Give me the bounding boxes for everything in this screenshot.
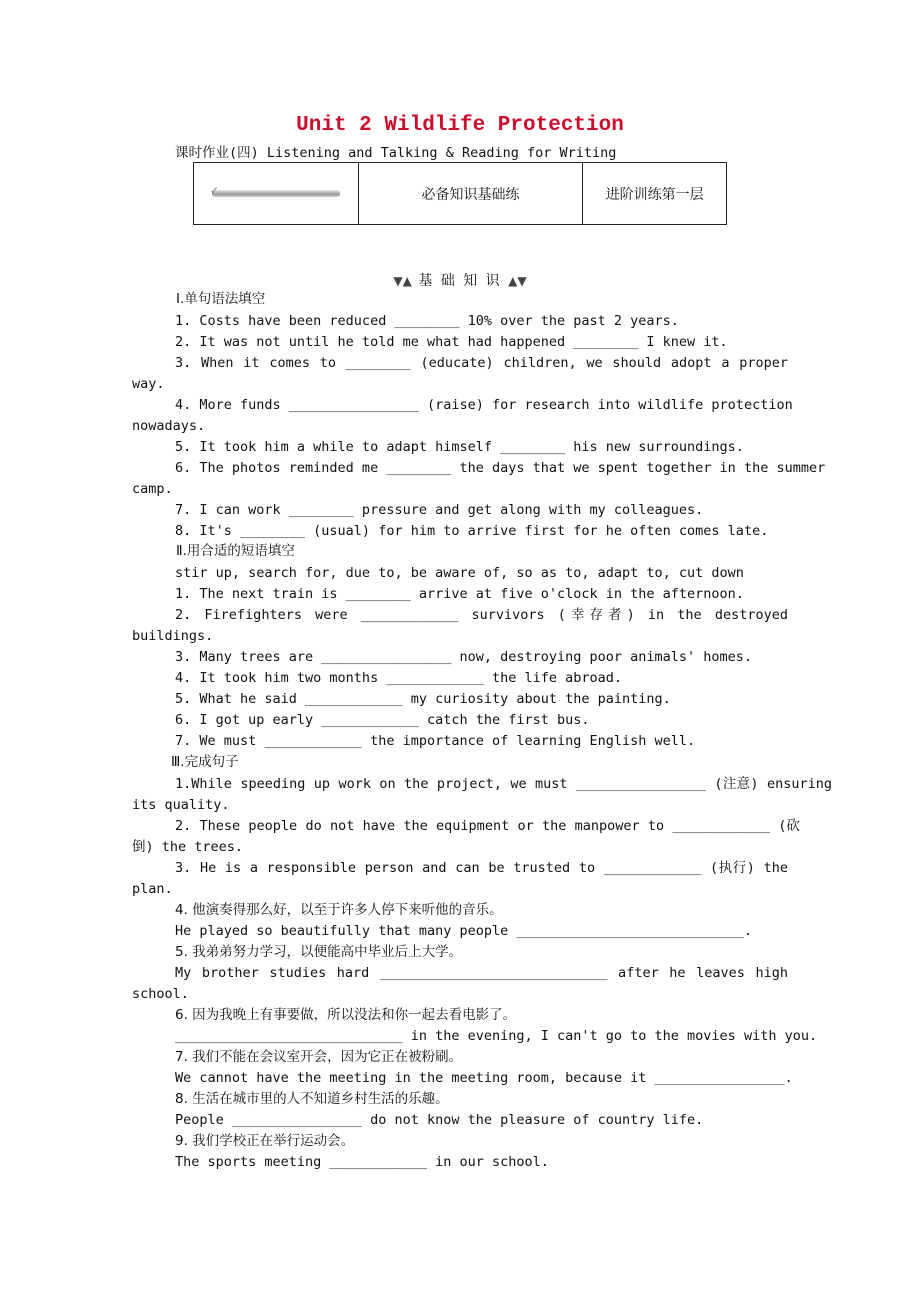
part3-heading: Ⅲ.完成句子: [171, 754, 239, 770]
triangle-right-icon: ▲▼: [508, 274, 527, 288]
list-item: ____________________________ in the evening, I can't go to the movies with you.: [175, 1028, 818, 1044]
list-item: 4. 他演奏得那么好，以至于许多人停下来听他的音乐。: [175, 902, 503, 918]
list-item: 6. The photos reminded me ________ the days that we spent together in the summer: [175, 460, 826, 476]
list-item: 5. It took him a while to adapt himself ________ his new surroundings.: [175, 439, 744, 455]
list-item: My brother studies hard ____________________________ after he leaves high: [175, 965, 788, 981]
list-item: 2. It was not until he told me what had happened ________ I knew it.: [175, 334, 728, 350]
list-item: 9. 我们学校正在举行运动会。: [175, 1133, 355, 1149]
progress-bar-icon: [212, 190, 340, 197]
tab-basic-knowledge[interactable]: 必备知识基础练: [359, 163, 584, 224]
list-item: 6. I got up early ____________ catch the first bus.: [175, 712, 590, 728]
list-item: 4. More funds ________________ (raise) for research into wildlife protection: [175, 397, 793, 413]
list-item: 7. We must ____________ the importance of learning English well.: [175, 733, 696, 749]
list-item: 1. The next train is ________ arrive at five o'clock in the afternoon.: [175, 586, 744, 602]
list-item: school.: [132, 986, 189, 1002]
list-item: 3. When it comes to ________ (educate) children, we should adopt a proper: [175, 355, 788, 371]
list-item: 3. He is a responsible person and can be trusted to ____________ (执行) the: [175, 860, 788, 876]
list-item: The sports meeting ____________ in our school.: [175, 1154, 549, 1170]
list-item: 2. Firefighters were ____________ survivors (幸存者) in the destroyed: [175, 607, 788, 623]
list-item: 8. It's ________ (usual) for him to arrive first for he often comes late.: [175, 523, 769, 539]
progress-cell: [194, 163, 359, 224]
practice-tabs: [193, 162, 727, 225]
list-item: 5. What he said ____________ my curiosity about the painting.: [175, 691, 671, 707]
list-item: 6. 因为我晚上有事要做，所以没法和你一起去看电影了。: [175, 1007, 517, 1023]
list-item: 5. 我弟弟努力学习，以便能高中毕业后上大学。: [175, 944, 463, 960]
list-item: 1. Costs have been reduced ________ 10% over the past 2 years.: [175, 313, 679, 329]
triangle-left-icon: ▼▲: [393, 274, 412, 288]
list-item: 1.While speeding up work on the project, we must ________________ (注意) ensuring: [175, 776, 832, 792]
list-item: People ________________ do not know the pleasure of country life.: [175, 1112, 704, 1128]
list-item: 8. 生活在城市里的人不知道乡村生活的乐趣。: [175, 1091, 449, 1107]
part2-heading: Ⅱ.用合适的短语填空: [176, 543, 295, 559]
list-item: its quality.: [132, 797, 230, 813]
list-item: plan.: [132, 881, 173, 897]
lesson-subtitle: 课时作业(四) Listening and Talking & Reading for Writing: [175, 145, 617, 161]
list-item: We cannot have the meeting in the meeting room, because it ________________.: [175, 1070, 793, 1086]
list-item: 4. It took him two months ____________ the life abroad.: [175, 670, 623, 686]
list-item: way.: [132, 376, 165, 392]
list-item: camp.: [132, 481, 173, 497]
tab-advanced-training[interactable]: 进阶训练第一层: [605, 186, 704, 203]
list-item: 7. 我们不能在会议室开会，因为它正在被粉刷。: [175, 1049, 463, 1065]
page-title: Unit 2 Wildlife Protection: [296, 114, 624, 137]
phrase-bank: stir up, search for, due to, be aware of, so as to, adapt to, cut down: [175, 565, 744, 581]
part1-heading: Ⅰ.单句语法填空: [176, 291, 266, 307]
list-item: 7. I can work ________ pressure and get along with my colleagues.: [175, 502, 704, 518]
list-item: nowadays.: [132, 418, 206, 434]
list-item: He played so beautifully that many people ____________________________.: [175, 923, 753, 939]
section-heading: [0, 270, 920, 290]
list-item: 2. These people do not have the equipment or the manpower to ____________ (砍: [175, 818, 800, 834]
section-title: 基 础 知 识: [418, 273, 502, 289]
list-item: buildings.: [132, 628, 214, 644]
list-item: 3. Many trees are ________________ now, destroying poor animals' homes.: [175, 649, 753, 665]
list-item: 倒) the trees.: [132, 839, 244, 855]
